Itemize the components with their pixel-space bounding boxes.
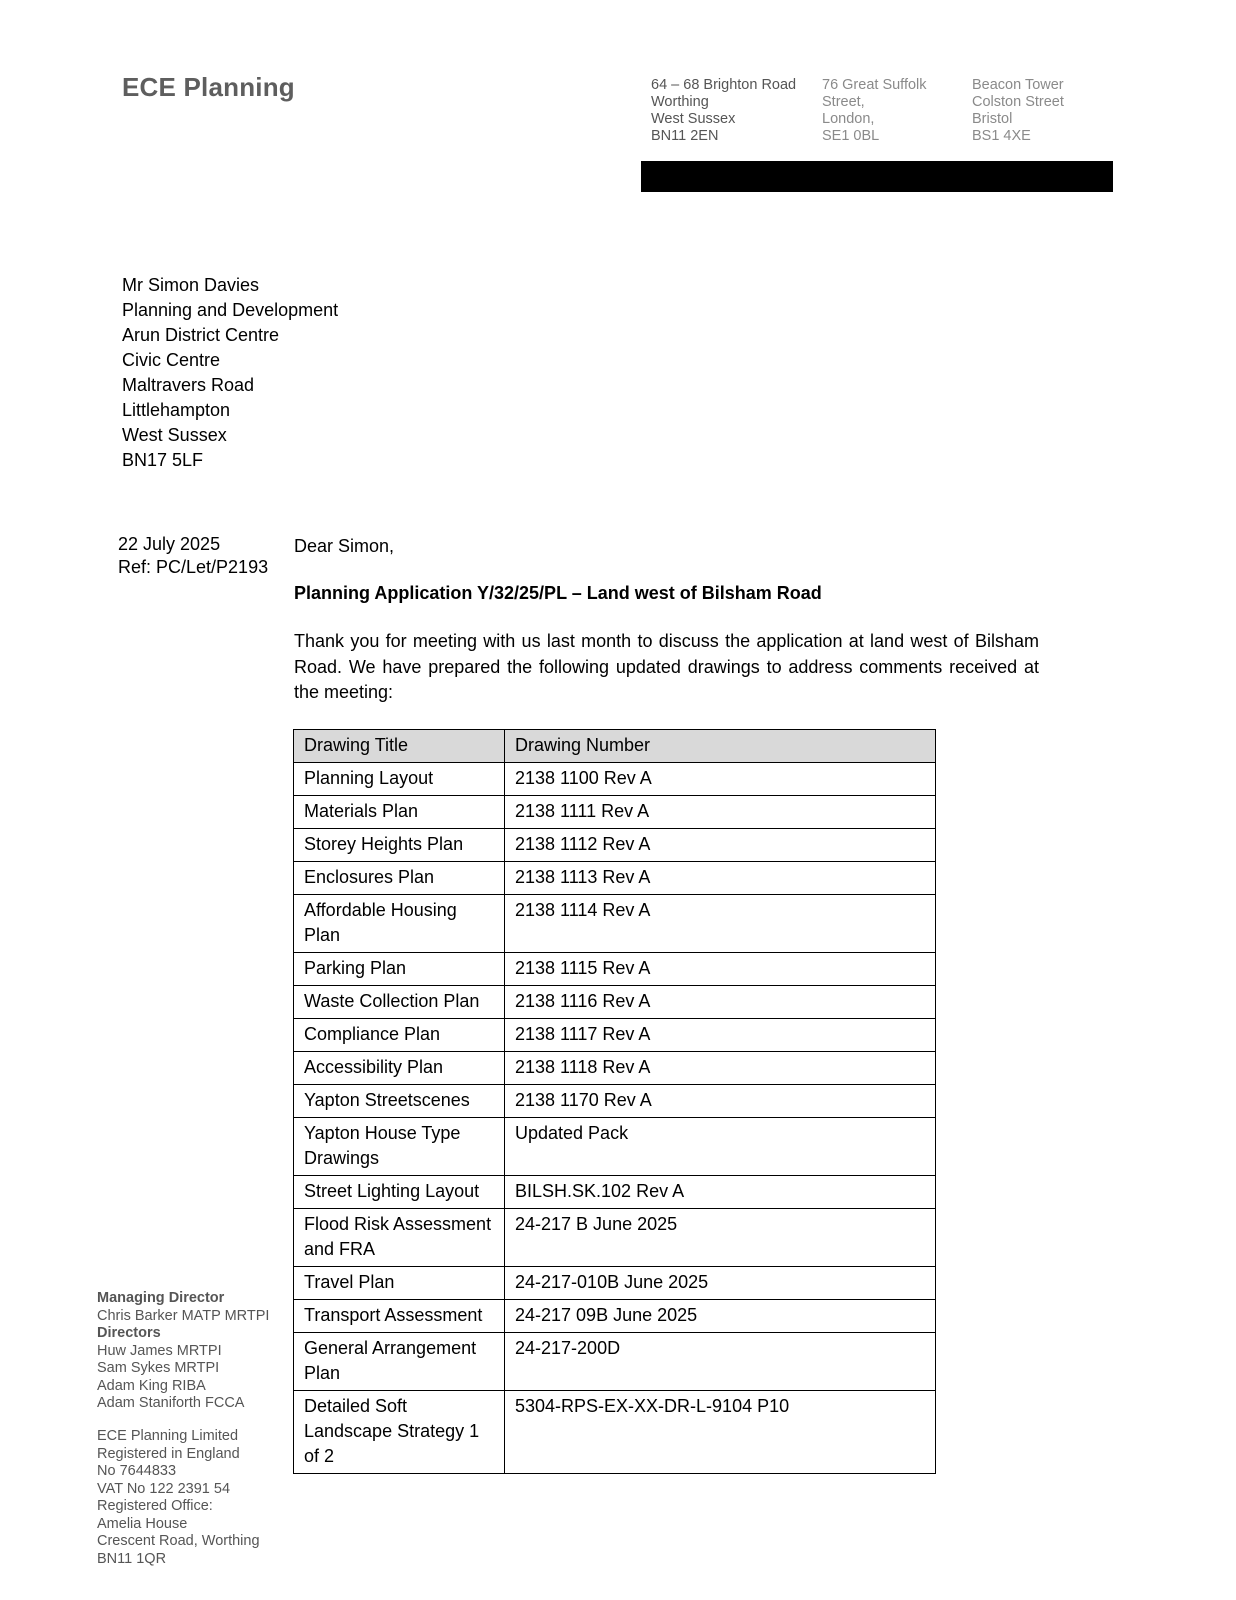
header-drawing-number: Drawing Number bbox=[505, 730, 936, 763]
table-row bbox=[294, 953, 936, 986]
table-row bbox=[294, 763, 936, 796]
drawing-title-cell: General Arrangement Plan bbox=[294, 1333, 505, 1391]
table-row bbox=[294, 1391, 936, 1474]
drawing-number-cell: 2138 1116 Rev A bbox=[505, 986, 936, 1019]
letter-reference: Ref: PC/Let/P2193 bbox=[118, 556, 269, 577]
drawing-number-cell: 2138 1170 Rev A bbox=[505, 1085, 936, 1118]
intro-paragraph: Thank you for meeting with us last month to discuss the application at land west of Bilsham Road. We have prepared the following updated drawings to address comments received at the meeting: bbox=[294, 631, 1039, 702]
drawing-number-cell: 2138 1118 Rev A bbox=[505, 1052, 936, 1085]
directors-list bbox=[97, 1290, 269, 1413]
table-row bbox=[294, 796, 936, 829]
drawing-number-cell: 2138 1112 Rev A bbox=[505, 829, 936, 862]
drawing-title-cell: Accessibility Plan bbox=[294, 1052, 505, 1085]
salutation: Dear Simon, bbox=[294, 536, 395, 556]
table-row bbox=[294, 1052, 936, 1085]
director-name: Adam King RIBA bbox=[97, 1377, 206, 1394]
table-row bbox=[294, 1118, 936, 1176]
table-row bbox=[294, 1333, 936, 1391]
managing-director-heading: Managing Director bbox=[97, 1290, 225, 1306]
drawing-number-cell: 2138 1115 Rev A bbox=[505, 953, 936, 986]
drawing-title-cell: Transport Assessment bbox=[294, 1300, 505, 1333]
drawing-number-cell: 2138 1114 Rev A bbox=[505, 895, 936, 953]
table-row bbox=[294, 1300, 936, 1333]
subject-line: Planning Application Y/32/25/PL – Land west of Bilsham Road bbox=[294, 583, 822, 603]
director-name: Sam Sykes MRTPI bbox=[97, 1360, 220, 1376]
table-row bbox=[294, 895, 936, 953]
drawing-number-cell: 2138 1113 Rev A bbox=[505, 862, 936, 895]
table-row bbox=[294, 1209, 936, 1267]
office-address-london: 76 Great Suffolk Street, London, SE1 0BL bbox=[822, 77, 927, 144]
drawing-title-cell: Enclosures Plan bbox=[294, 862, 505, 895]
header-drawing-title: Drawing Title bbox=[294, 730, 505, 763]
redaction-bar bbox=[641, 161, 1113, 192]
drawing-number-cell: 24-217 B June 2025 bbox=[505, 1209, 936, 1267]
letter-date: 22 July 2025 bbox=[118, 534, 221, 554]
drawing-number-cell: 2138 1117 Rev A bbox=[505, 1019, 936, 1052]
drawing-title-cell: Parking Plan bbox=[294, 953, 505, 986]
table-row bbox=[294, 1085, 936, 1118]
drawings-table bbox=[293, 729, 936, 1474]
drawing-title-cell: Travel Plan bbox=[294, 1267, 505, 1300]
table-row bbox=[294, 986, 936, 1019]
drawing-number-cell: 2138 1100 Rev A bbox=[505, 763, 936, 796]
drawing-number-cell: Updated Pack bbox=[505, 1118, 936, 1176]
drawing-title-cell: Compliance Plan bbox=[294, 1019, 505, 1052]
managing-director-name: Chris Barker MATP MRTPI bbox=[97, 1307, 270, 1324]
drawing-number-cell: 2138 1111 Rev A bbox=[505, 796, 936, 829]
office-address-bristol: Beacon Tower Colston Street Bristol BS1 4XE bbox=[972, 77, 1064, 144]
recipient-address: Mr Simon Davies Planning and Development Arun District Centre Civic Centre Maltravers Road Littlehampton West Sussex BN17 5LF bbox=[122, 275, 339, 470]
drawing-number-cell: 24-217 09B June 2025 bbox=[505, 1300, 936, 1333]
office-address-worthing: 64 – 68 Brighton Road Worthing West Sussex BN11 2EN bbox=[651, 77, 797, 144]
drawing-number-cell: 5304-RPS-EX-XX-DR-L-9104 P10 bbox=[505, 1391, 936, 1474]
director-name: Adam Staniforth FCCA bbox=[97, 1395, 245, 1411]
drawing-title-cell: Flood Risk Assessment and FRA bbox=[294, 1209, 505, 1267]
table-row bbox=[294, 1019, 936, 1052]
drawing-title-cell: Waste Collection Plan bbox=[294, 986, 505, 1019]
table-row bbox=[294, 862, 936, 895]
table-header-row bbox=[294, 730, 936, 763]
table-row bbox=[294, 1267, 936, 1300]
drawing-title-cell: Planning Layout bbox=[294, 763, 505, 796]
drawing-title-cell: Affordable Housing Plan bbox=[294, 895, 505, 953]
drawing-number-cell: 24-217-010B June 2025 bbox=[505, 1267, 936, 1300]
drawing-title-cell: Street Lighting Layout bbox=[294, 1176, 505, 1209]
drawing-number-cell: BILSH.SK.102 Rev A bbox=[505, 1176, 936, 1209]
drawing-title-cell: Detailed Soft Landscape Strategy 1 of 2 bbox=[294, 1391, 505, 1474]
company-logo-text: ECE Planning bbox=[122, 72, 295, 102]
drawing-title-cell: Yapton Streetscenes bbox=[294, 1085, 505, 1118]
table-row bbox=[294, 829, 936, 862]
director-name: Huw James MRTPI bbox=[97, 1342, 222, 1359]
table-row bbox=[294, 1176, 936, 1209]
drawing-title-cell: Yapton House Type Drawings bbox=[294, 1118, 505, 1176]
letter-meta bbox=[118, 533, 268, 578]
drawing-title-cell: Storey Heights Plan bbox=[294, 829, 505, 862]
company-registration-details: ECE Planning Limited Registered in England No 7644833 VAT No 122 2391 54 Registered Office: Amelia House Crescent Road, Worthing BN11 1QR bbox=[97, 1428, 260, 1567]
drawing-number-cell: 24-217-200D bbox=[505, 1333, 936, 1391]
directors-heading: Directors bbox=[97, 1325, 161, 1341]
drawing-title-cell: Materials Plan bbox=[294, 796, 505, 829]
